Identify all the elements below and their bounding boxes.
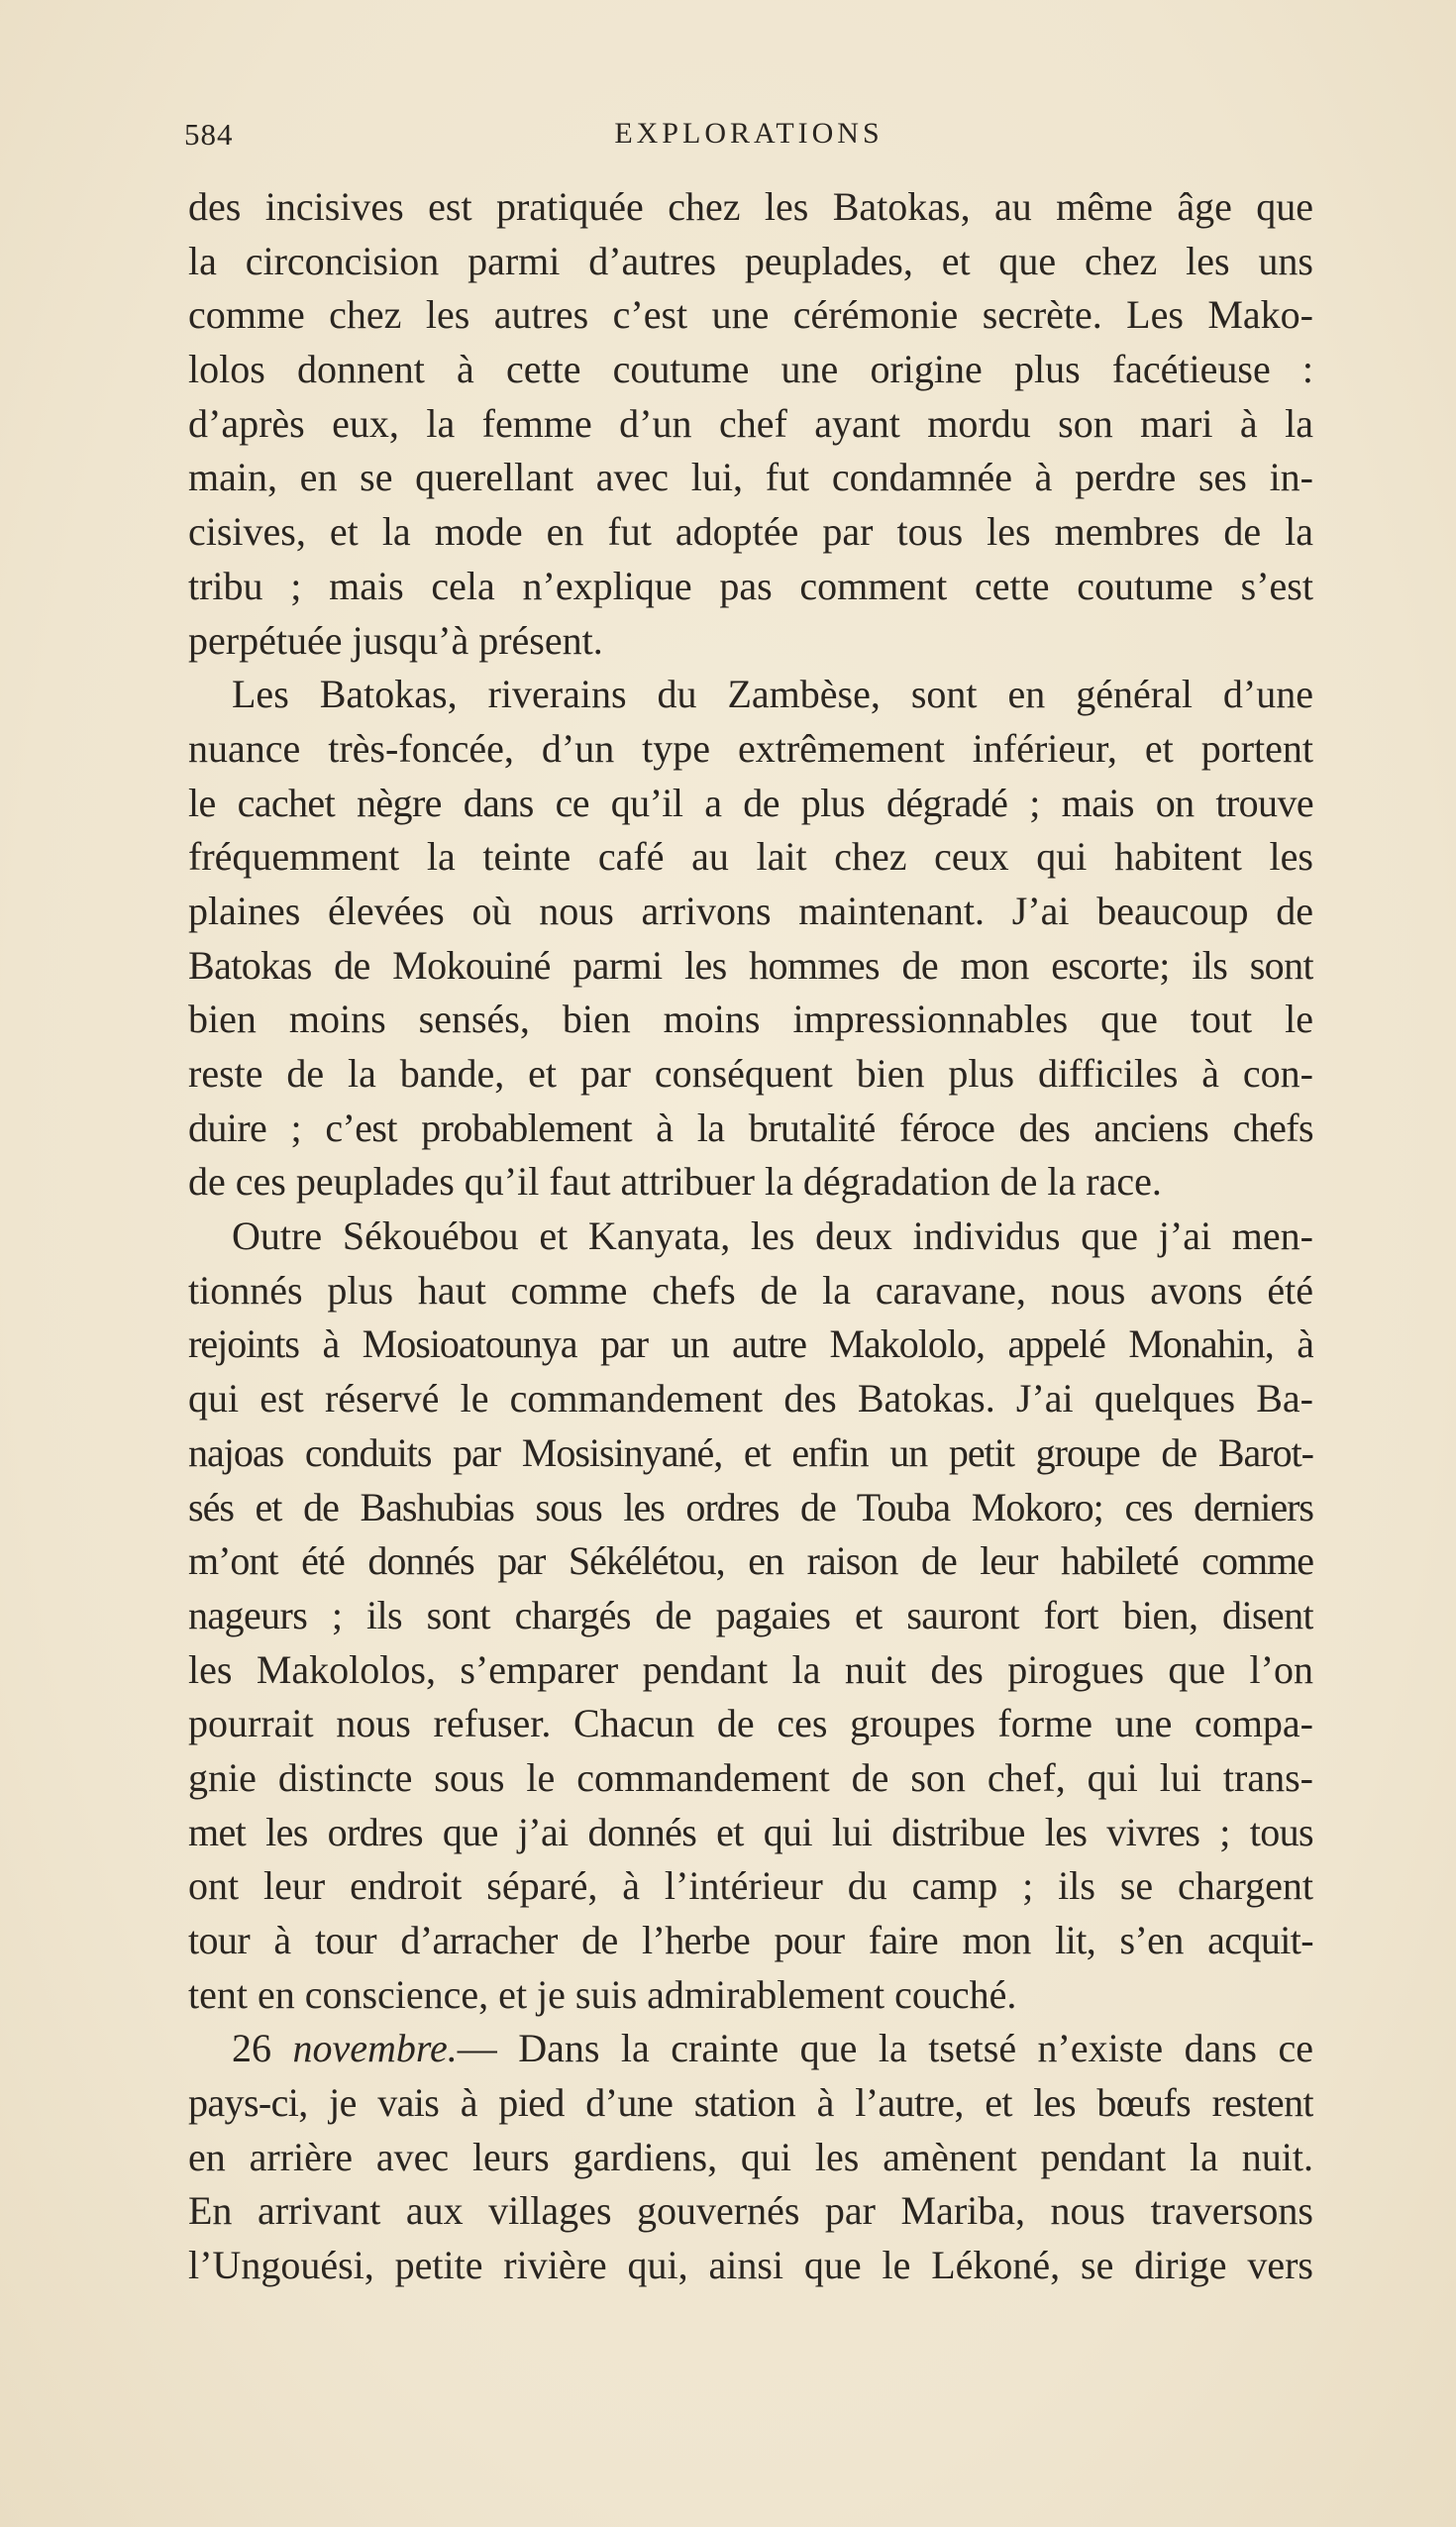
- text-line: comme chez les autres c’est une cérémonie secrète. Les Mako-: [188, 292, 1313, 338]
- text-line: lolos donnent à cette coutume une origine plus facétieuse :: [188, 347, 1313, 392]
- text-line: qui est réservé le commandement des Batokas. J’ai quelques Ba-: [188, 1376, 1313, 1421]
- text-line: najoas conduits par Mosisinyané, et enfin un petit groupe de Barot-: [188, 1429, 1313, 1475]
- date-entry-line: [188, 2022, 1313, 2076]
- text-line: de ces peuplades qu’il faut attribuer la dégradation de la race.: [188, 1159, 1162, 1205]
- text-line: rejoints à Mosioatounya par un autre Makololo, appelé Monahin, à: [188, 1321, 1313, 1367]
- date-month: novembre.: [292, 2026, 458, 2071]
- paragraph-start: Outre Sékouébou et Kanyata, les deux individus que j’ai men-: [232, 1213, 1313, 1259]
- date-entry-text: — Dans la crainte que la tsetsé n’existe dans ce: [457, 2026, 1313, 2071]
- text-line: duire ; c’est probablement à la brutalité féroce des anciens chefs: [188, 1105, 1313, 1150]
- text-line: En arrivant aux villages gouvernés par Mariba, nous traversons: [188, 2188, 1313, 2234]
- date-day: 26: [232, 2026, 293, 2071]
- text-line: reste de la bande, et par conséquent bien plus difficiles à con-: [188, 1051, 1313, 1096]
- text-line: Batokas de Mokouiné parmi les hommes de mon escorte; ils sont: [188, 942, 1313, 988]
- text-line: sés et de Bashubias sous les ordres de Touba Mokoro; ces derniers: [188, 1484, 1313, 1529]
- text-line: perpétuée jusqu’à présent.: [188, 617, 603, 663]
- text-line: main, en se querellant avec lui, fut condamnée à perdre ses in-: [188, 455, 1313, 500]
- text-line: d’après eux, la femme d’un chef ayant mordu son mari à la: [188, 400, 1313, 446]
- paragraph-start: Les Batokas, riverains du Zambèse, sont en général d’une: [232, 672, 1313, 717]
- text-line: l’Ungouési, petite rivière qui, ainsi que le Lékoné, se dirige vers: [188, 2243, 1313, 2288]
- text-line: plaines élevées où nous arrivons maintenant. J’ai beaucoup de: [188, 888, 1313, 933]
- text-line: met les ordres que j’ai donnés et qui lui distribue les vivres ; tous: [188, 1809, 1313, 1854]
- text-line: cisives, et la mode en fut adoptée par tous les membres de la: [188, 509, 1313, 555]
- page-number: 584: [184, 117, 234, 152]
- text-line: les Makololos, s’emparer pendant la nuit des pirogues que l’on: [188, 1646, 1313, 1692]
- text-line: la circoncision parmi d’autres peuplades, et que chez les uns: [188, 238, 1313, 283]
- text-line: des incisives est pratiquée chez les Batokas, au même âge que: [188, 184, 1313, 229]
- page-header: [184, 117, 1313, 168]
- body-text: [188, 180, 1313, 2293]
- text-line: nageurs ; ils sont chargés de pagaies et sauront fort bien, disent: [188, 1592, 1313, 1637]
- text-line: en arrière avec leurs gardiens, qui les amènent pendant la nuit.: [188, 2134, 1313, 2179]
- text-line: pays-ci, je vais à pied d’une station à l’autre, et les bœufs restent: [188, 2080, 1313, 2126]
- text-line: tent en conscience, et je suis admirablement couché.: [188, 1971, 1017, 2017]
- text-line: m’ont été donnés par Sékélétou, en raison de leur habileté comme: [188, 1538, 1313, 1584]
- text-line: tribu ; mais cela n’explique pas comment cette coutume s’est: [188, 563, 1313, 608]
- text-line: fréquemment la teinte café au lait chez ceux qui habitent les: [188, 834, 1313, 880]
- text-line: nuance très-foncée, d’un type extrêmement inférieur, et portent: [188, 725, 1313, 771]
- text-line: tionnés plus haut comme chefs de la caravane, nous avons été: [188, 1267, 1313, 1313]
- text-line: ont leur endroit séparé, à l’intérieur du camp ; ils se chargent: [188, 1863, 1313, 1909]
- text-line: tour à tour d’arracher de l’herbe pour faire mon lit, s’en acquit-: [188, 1918, 1313, 1962]
- text-line: gnie distincte sous le commandement de son chef, qui lui trans-: [188, 1754, 1313, 1800]
- running-head: EXPLORATIONS: [614, 117, 884, 150]
- text-line: le cachet nègre dans ce qu’il a de plus dégradé ; mais on trouve: [188, 780, 1313, 825]
- text-line: bien moins sensés, bien moins impressionnables que tout le: [188, 997, 1313, 1042]
- text-line: pourrait nous refuser. Chacun de ces groupes forme une compa-: [188, 1701, 1313, 1746]
